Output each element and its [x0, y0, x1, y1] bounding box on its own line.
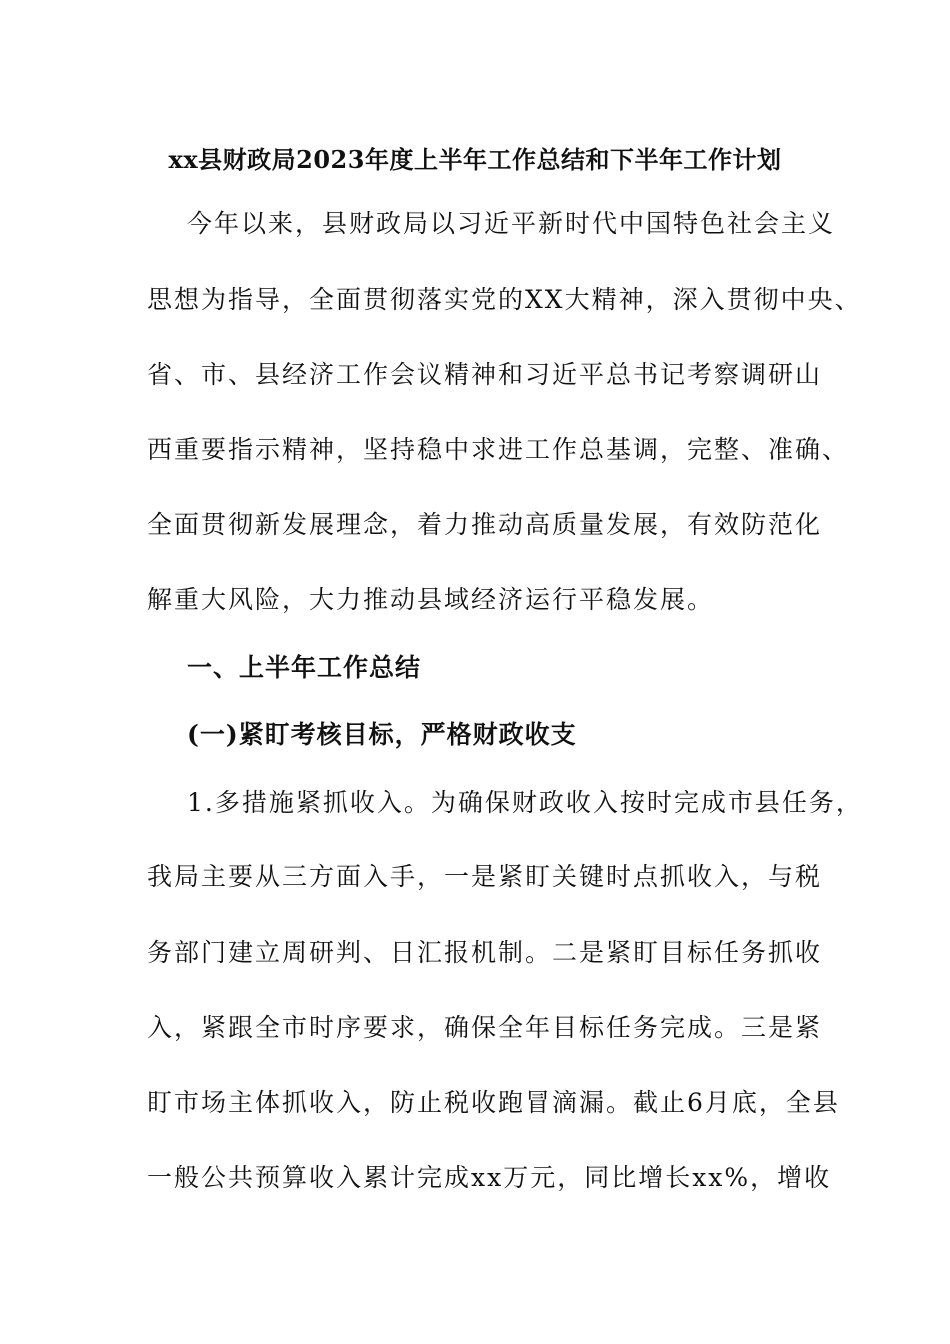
item-line: 入，紧跟全市时序要求，确保全年目标任务完成。三是紧 [147, 1013, 823, 1042]
item-line: 我局主要从三方面入手，一是紧盯关键时点抓收入，与税 [147, 862, 823, 891]
intro-line: 西重要指示精神，坚持稳中求进工作总基调，完整、准确、 [147, 435, 850, 464]
document-title: xx县财政局2023年度上半年工作总结和下半年工作计划 [168, 145, 782, 174]
item-line: 盯市场主体抓收入，防止税收跑冒滴漏。截止6月底，全县 [147, 1088, 840, 1117]
item-line: 一般公共预算收入累计完成xx万元，同比增长xx%，增收 [147, 1163, 832, 1192]
intro-line: 思想为指导，全面贯彻落实党的XX大精神，深入贯彻中央、 [147, 285, 862, 314]
intro-line: 今年以来，县财政局以习近平新时代中国特色社会主义 [187, 209, 836, 238]
intro-line: 省、市、县经济工作会议精神和习近平总书记考察调研山 [147, 360, 823, 389]
subsection-heading: (一)紧盯考核目标，严格财政收支 [187, 720, 577, 749]
item-line: 务部门建立周研判、日汇报机制。二是紧盯目标任务抓收 [147, 938, 823, 967]
intro-line: 全面贯彻新发展理念，着力推动高质量发展，有效防范化 [147, 510, 823, 539]
intro-line: 解重大风险，大力推动县域经济运行平稳发展。 [147, 585, 715, 614]
item-line: 1.多措施紧抓收入。为确保财政收入按时完成市县任务， [187, 788, 863, 817]
section-heading: 一、上半年工作总结 [187, 653, 422, 682]
